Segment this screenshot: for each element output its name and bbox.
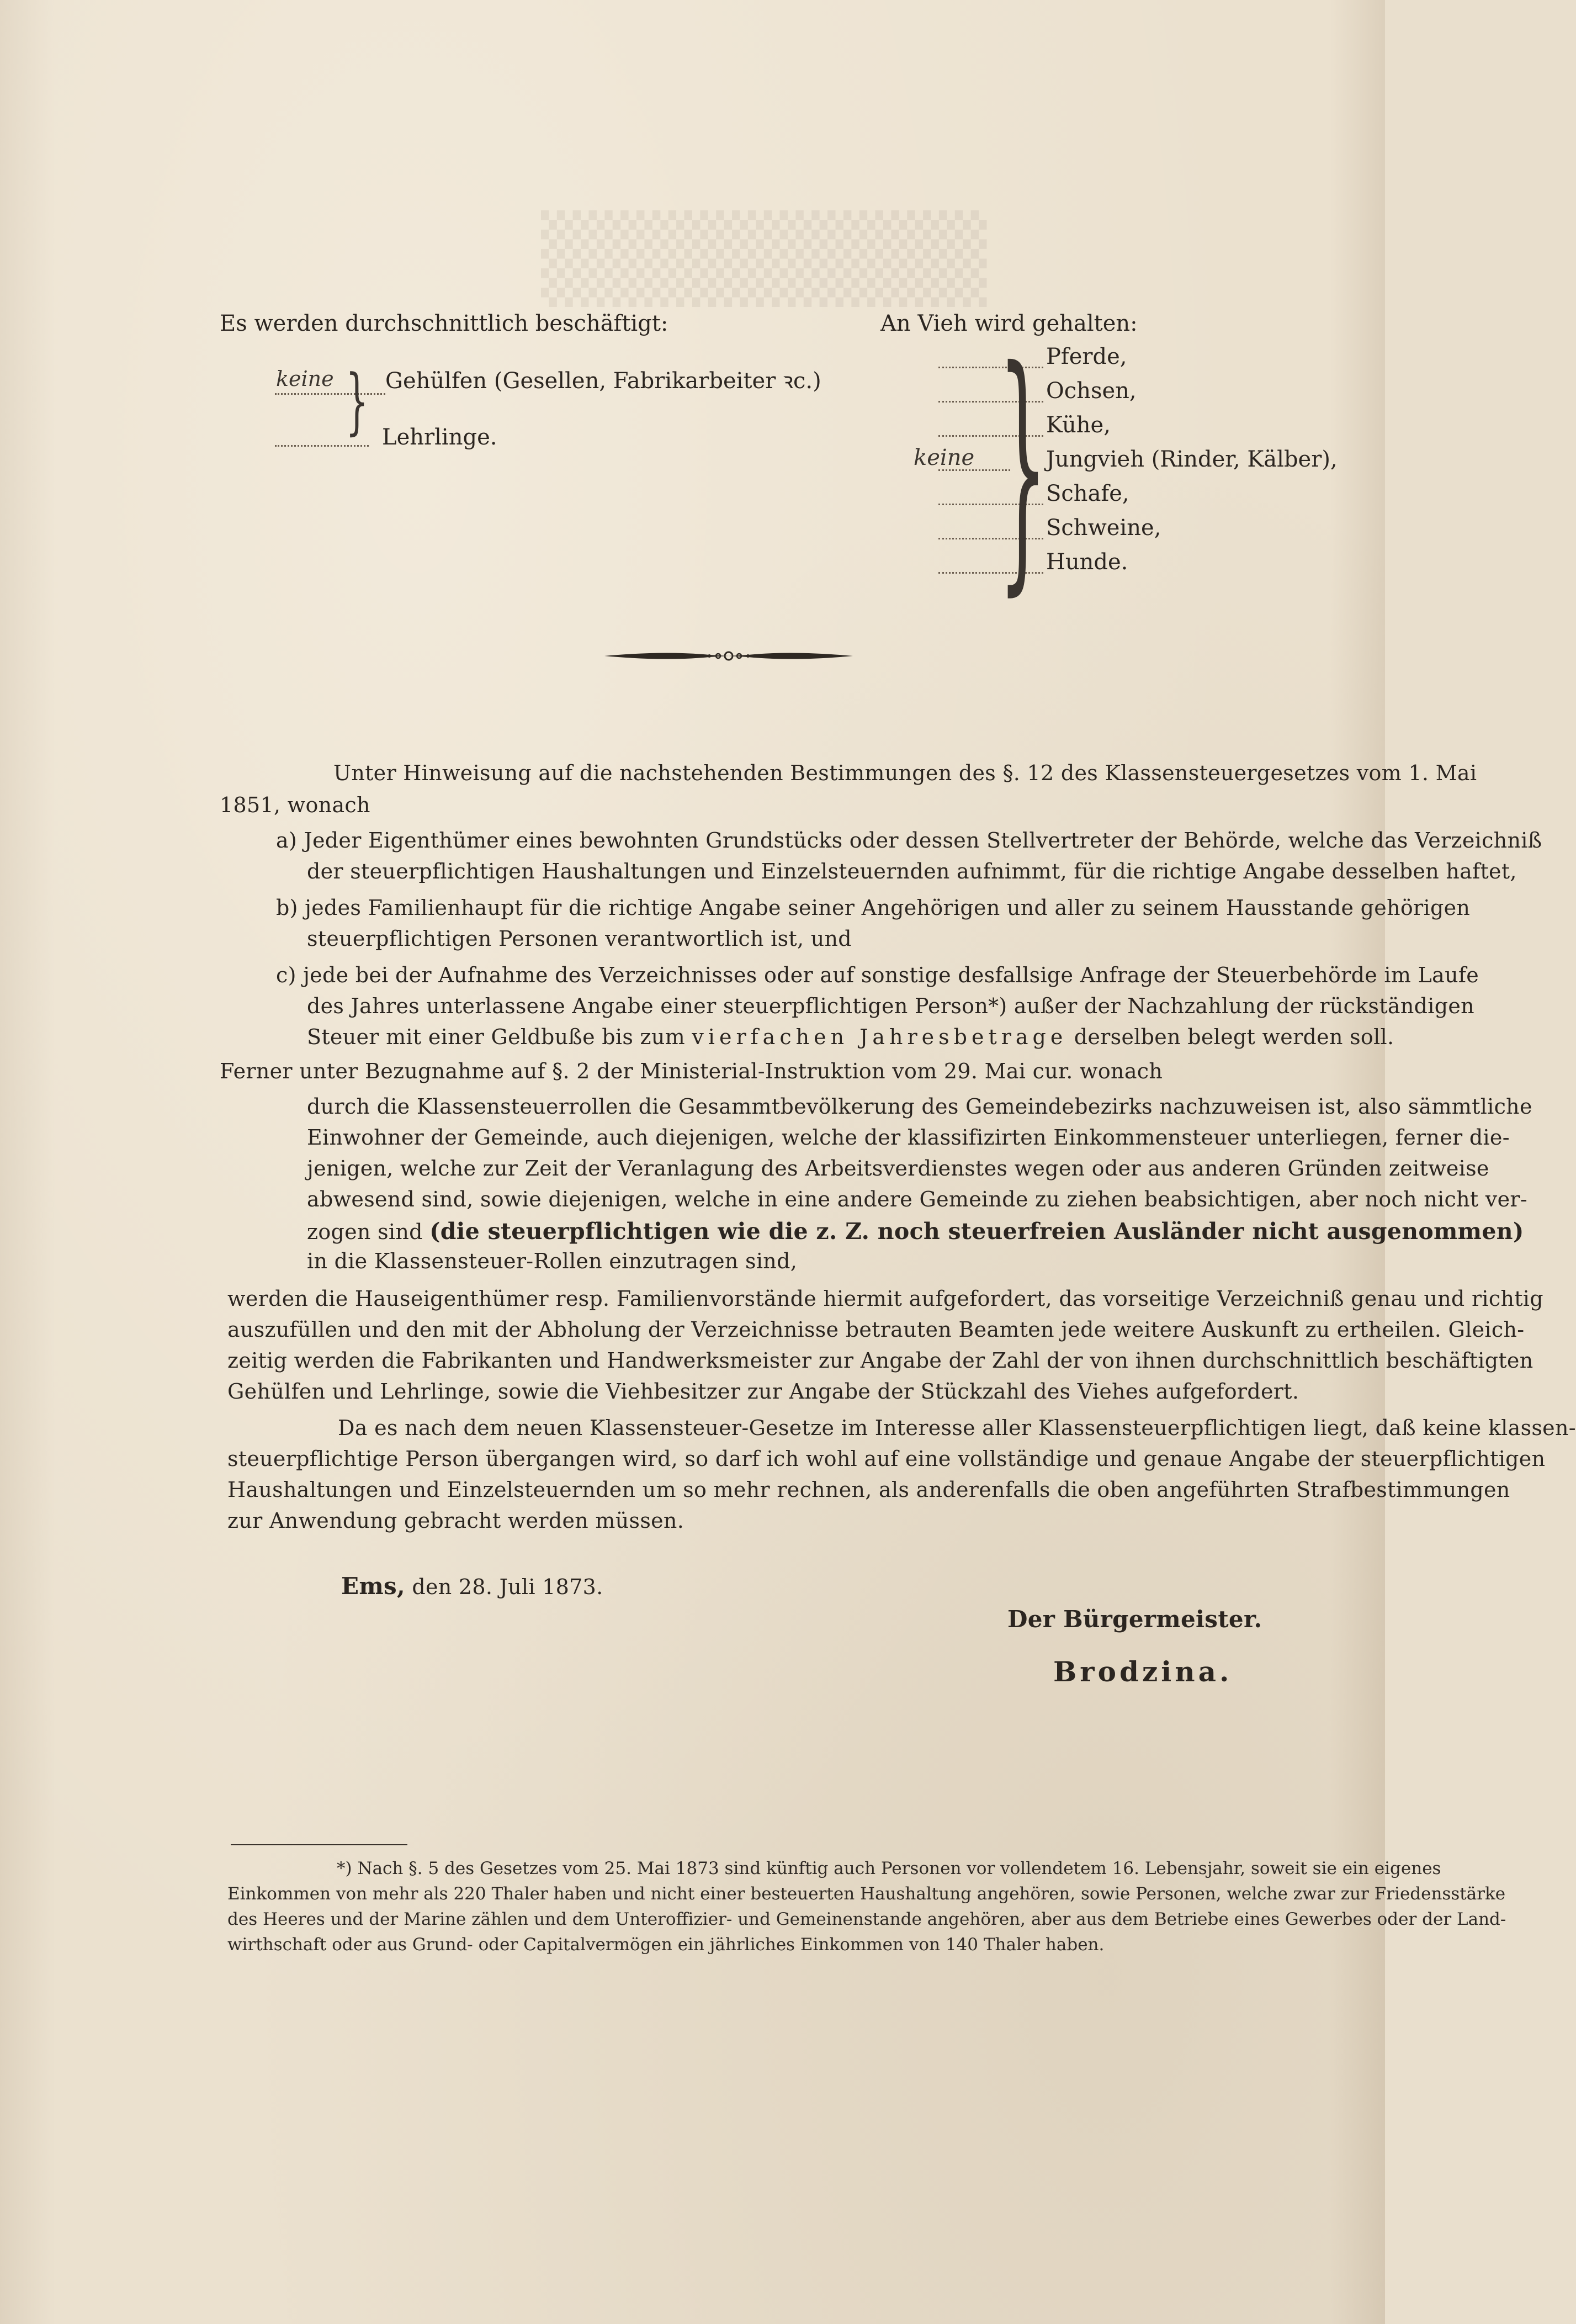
- footnote-line-2: Einkommen von mehr als 220 Thaler haben und nicht einer besteuerten Haushaltung angehören, sowie Personen, welche zwar zur Friedensstärke: [227, 1884, 1506, 1904]
- footnote-rule: [231, 1844, 407, 1845]
- closing-line-1: Da es nach dem neuen Klassensteuer-Gesetze im Interesse aller Klassensteuerpflichtigen liegt, daß keine klassen-: [338, 1416, 1576, 1440]
- zogen-prefix: zogen sind: [307, 1220, 423, 1244]
- ornament-divider-icon: [599, 646, 858, 666]
- signature-date: den 28. Juli 1873.: [412, 1575, 603, 1599]
- request-line-4: Gehülfen und Lehrlinge, sowie die Viehbesitzer zur Angabe der Stückzahl des Viehes aufgefordert.: [227, 1379, 1299, 1404]
- request-line-2: auszufüllen und den mit der Abholung der Verzeichnisse betrauten Beamten jede weitere Auskunft zu ertheilen. Gleich-: [227, 1317, 1525, 1342]
- closing-line-2: steuerpflichtige Person übergangen wird, so darf ich wohl auf eine vollständige und genaue Angabe der steuerpflichtigen: [227, 1447, 1546, 1471]
- employment-heading: Es werden durchschnittlich beschäftigt:: [220, 311, 668, 336]
- employment-brace-icon: }: [346, 359, 369, 443]
- livestock-item-hunde: Hunde.: [1046, 549, 1128, 575]
- employment-row-1-entry: keine: [276, 367, 334, 391]
- item-c-line-1: c) jede bei der Aufnahme des Verzeichnisses oder auf sonstige desfallsige Anfrage der Steuerbehörde im Laufe: [276, 963, 1479, 987]
- date-line: [341, 1573, 603, 1600]
- livestock-brace-icon: }: [998, 315, 1048, 617]
- zogen-bold-clause: (die steuerpflichtigen wie die z. Z. noch steuerfreien Ausländer nicht ausgenommen): [429, 1218, 1524, 1245]
- livestock-item-pferde: Pferde,: [1046, 344, 1127, 369]
- item-a-line-1: a) Jeder Eigenthümer eines bewohnten Grundstücks oder dessen Stellvertreter der Behörde, welche das Verzeichniß: [276, 828, 1542, 853]
- item-b-line-2: steuerpflichtigen Personen verantwortlich ist, und: [307, 927, 852, 951]
- ferner-line: Ferner unter Bezugnahme auf §. 2 der Ministerial-Instruktion vom 29. Mai cur. wonach: [220, 1059, 1163, 1083]
- employment-row-1-label: Gehülfen (Gesellen, Fabrikarbeiter ꝛc.): [385, 368, 821, 394]
- request-line-3: zeitig werden die Fabrikanten und Handwerksmeister zur Angabe der Zahl der von ihnen durchschnittlich beschäftigten: [227, 1348, 1533, 1373]
- ferner-line-4: abwesend sind, sowie diejenigen, welche in eine andere Gemeinde zu ziehen beabsichtigen, aber noch nicht ver-: [307, 1187, 1527, 1211]
- ferner-line-5: [307, 1218, 1524, 1245]
- livestock-heading: An Vieh wird gehalten:: [880, 311, 1138, 336]
- closing-line-4: zur Anwendung gebracht werden müssen.: [227, 1508, 684, 1533]
- item-c-line-3: [307, 1025, 1394, 1049]
- ferner-line-6: in die Klassensteuer-Rollen einzutragen sind,: [307, 1249, 798, 1273]
- footnote-line-4: wirthschaft oder aus Grund- oder Capitalvermögen ein jährliches Einkommen von 140 Thaler haben.: [227, 1935, 1105, 1955]
- reverse-side-bleed: ▒▒▒▒▒▒▒: [541, 210, 987, 307]
- item-c-line-2: des Jahres unterlassene Angabe einer steuerpflichtigen Person*) außer der Nachzahlung der rückständigen: [307, 994, 1474, 1018]
- employment-row-1-field[interactable]: [275, 393, 385, 395]
- place-name: Ems,: [341, 1573, 405, 1600]
- item-c-line-3-start: Steuer mit einer Geldbuße bis zum: [307, 1025, 685, 1049]
- item-a-line-2: der steuerpflichtigen Haushaltungen und Einzelsteuernden aufnimmt, für die richtige Angabe desselben haftet,: [307, 859, 1517, 883]
- signature-name: Brodzina.: [1053, 1655, 1233, 1688]
- employment-row-2-field[interactable]: [275, 445, 369, 447]
- livestock-item-schweine: Schweine,: [1046, 515, 1161, 541]
- livestock-item-ochsen: Ochsen,: [1046, 378, 1137, 404]
- livestock-item-kuehe: Kühe,: [1046, 412, 1111, 438]
- intro-line-2: 1851, wonach: [220, 793, 370, 817]
- item-c-line-3-end: derselben belegt werden soll.: [1074, 1025, 1394, 1049]
- closing-line-3: Haushaltungen und Einzelsteuernden um so mehr rechnen, als anderenfalls die oben angeführten Strafbestimmungen: [227, 1478, 1510, 1502]
- intro-line-1: Unter Hinweisung auf die nachstehenden Bestimmungen des §. 12 des Klassensteuergesetzes vom 1. Mai: [333, 761, 1477, 785]
- signature-title: Der Bürgermeister.: [1007, 1606, 1262, 1633]
- item-b-line-1: b) jedes Familienhaupt für die richtige Angabe seiner Angehörigen und aller zu seinem Hausstande gehörigen: [276, 896, 1471, 920]
- livestock-item-jungvieh: Jungvieh (Rinder, Kälber),: [1046, 447, 1338, 472]
- ferner-line-1: durch die Klassensteuerrollen die Gesammtbevölkerung des Gemeindebezirks nachzuweisen ist, also sämmtliche: [307, 1094, 1532, 1119]
- request-line-1: werden die Hauseigenthümer resp. Familienvorstände hiermit aufgefordert, das vorseitige Verzeichniß genau und richtig: [227, 1287, 1543, 1311]
- footnote-line-1: *) Nach §. 5 des Gesetzes vom 25. Mai 1873 sind künftig auch Personen vor vollendetem 16. Lebensjahr, soweit sie ein eigenes: [337, 1859, 1441, 1878]
- item-c-emphasis: vierfachen Jahresbetrage: [692, 1025, 1068, 1049]
- footnote-line-3: des Heeres und der Marine zählen und dem Unteroffizier- und Gemeinenstande angehören, aber aus dem Betriebe eines Gewerbes oder der Land-: [227, 1909, 1506, 1929]
- livestock-item-schafe: Schafe,: [1046, 481, 1129, 506]
- employment-row-2-label: Lehrlinge.: [382, 425, 497, 450]
- ferner-line-3: jenigen, welche zur Zeit der Veranlagung des Arbeitsverdienstes wegen oder aus anderen Gründen zeitweise: [307, 1156, 1489, 1180]
- ferner-line-2: Einwohner der Gemeinde, auch diejenigen, welche der klassifizirten Einkommensteuer unterliegen, ferner die-: [307, 1125, 1510, 1150]
- livestock-entry: keine: [914, 445, 975, 470]
